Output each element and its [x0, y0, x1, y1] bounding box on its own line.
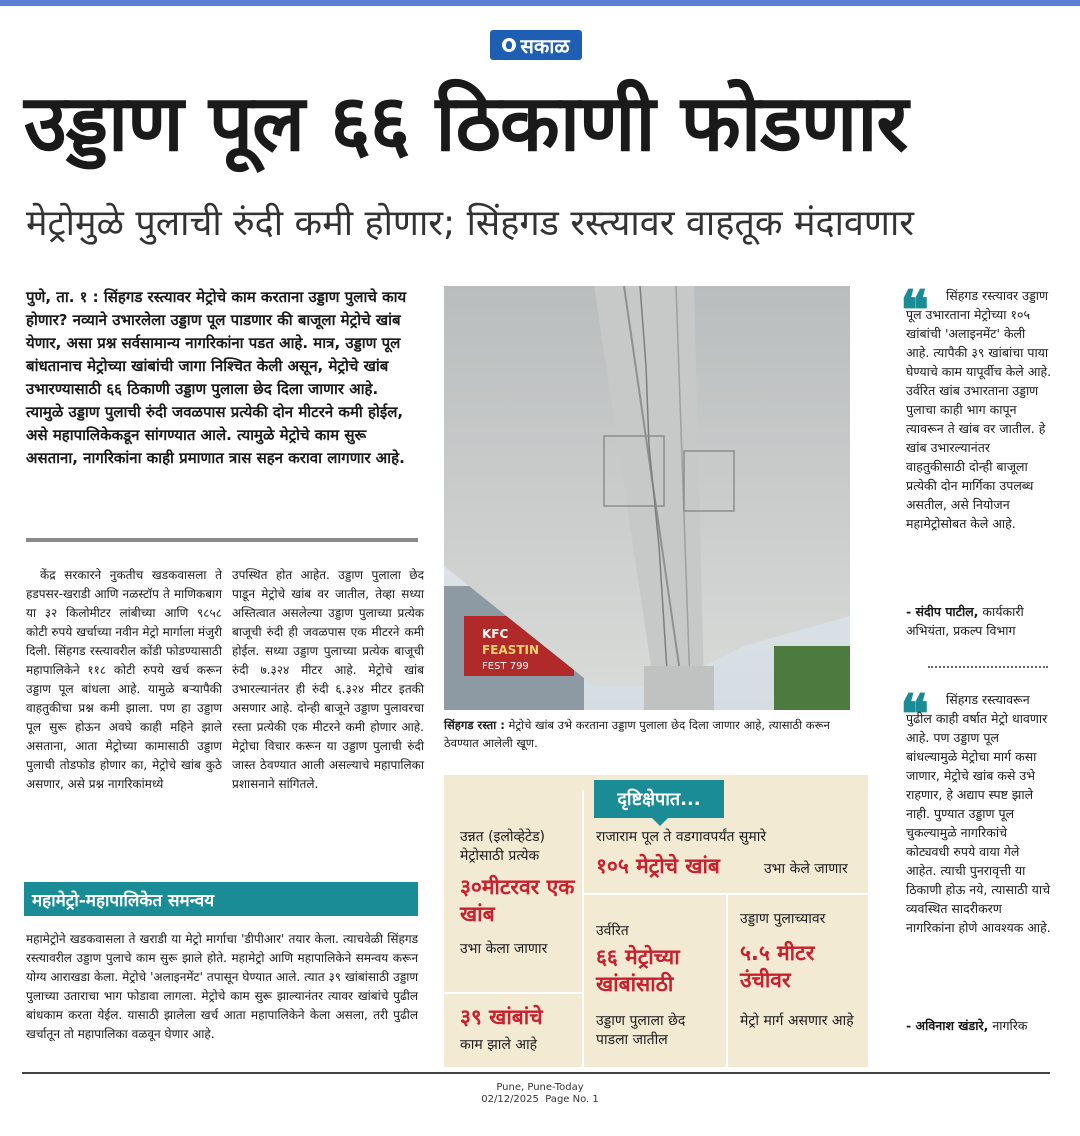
fact-3-highlight: १०५ मेट्रोचे खांब	[596, 854, 720, 878]
fact-1-highlight: ३०मीटरवर एक खांब	[460, 875, 575, 926]
quote-1-name: - संदीप पाटील,	[906, 604, 979, 619]
quote-2-text: सिंहगड रस्त्यावरून पुढील काही वर्षात मेट्रो धावणार आहे. पण उड्डाण पूल बांधल्यामुळे मेट्रोचा मार्ग कसा जाणार, मेट्रोचे खांब कसे उभे राहणार, हे अद्याप स्पष्ट झाले नाही. पुण्यात उड्डाण पूल चुकल्यामुळे नागरिकांचे कोट्यवधी रुपये वाया गेले आहेत. त्याची पुनरावृत्ती या ठिकाणी होऊ नये, त्यासाठी याचे व्यवस्थित सादरीकरण नागरिकांना होणे आवश्यक आहे.	[906, 692, 1051, 935]
sakal-logo-icon	[502, 38, 516, 52]
body-column-2: उपस्थित होत आहेत. उड्डाण पुलाला छेद पाडून मेट्रोचे खांब वर जातील, तेव्हा सध्या अस्तित्वात असलेल्या उड्डाण पुलाच्या प्रत्येक बाजूची रुंदी ही जवळपास एक मीटरने कमी होईल. सध्या उड्डाण पुलाच्या प्रत्येक बाजूची रुंदी ७.३२४ मीटर आहे. मेट्रोचे खांब उभारल्यानंतर ही रुंदी ६.३२४ मीटर इतकी असणार आहे. दोन्ही बाजूने उड्डाण पुलावरचा रस्ता प्रत्येकी एक मीटरने कमी होणार आहे. मेट्रोचा विचार करून या उड्डाण पुलाची रुंदी जास्त ठेवण्यात आली असल्याचे महापालिका प्रशासनाने सांगितले.	[232, 568, 424, 791]
lead-divider	[26, 538, 418, 542]
quote-2-role: नागरिक	[992, 1018, 1028, 1033]
subheadline: मेट्रोमुळे पुलाची रुंदी कमी होणार; सिंहगड रस्त्यावर वाहतूक मंदावणार	[26, 203, 915, 244]
fact-1-tail: उभा केला जाणार	[460, 941, 548, 957]
body-column-1: केंद्र सरकारने नुकतीच खडकवासला ते हडपसर-खराडी आणि नळस्टॉप ते माणिकबाग या ३२ किलोमीटर लांबीच्या आणि ९८५८ कोटी रुपये खर्चाच्या नवीन मेट्रो मार्गाला मंजुरी दिली. सिंहगड रस्त्यावरील कोंडी फोडण्यासाठी महापालिकेने ११८ कोटी रुपये खर्च करून उड्डाण पूल बांधला आहे. यामुळे बऱ्यापैकी वाहतुकीचा प्रश्न कमी झाला. पण हा उड्डाण पूल सुरू होऊन अवघे काही महिने झाले असताना, आता मेट्रोच्या कामासाठी उड्डाण पुलाची तोडफोड होणार का, मेट्रोचे खांब कुठे असणार, असे प्रश्न नागरिकांमध्ये	[26, 568, 222, 791]
quote-2-attribution	[906, 1016, 1056, 1035]
fact-5-highlight: ५.५ मीटर उंचीवर	[740, 941, 815, 992]
at-a-glance-title: दृष्टिक्षेपात...	[594, 780, 724, 818]
quote-mark-icon-2: ❝	[900, 682, 930, 746]
billboard-text-2: FEASTIN	[482, 643, 540, 657]
masthead-name: सकाळ	[520, 33, 570, 58]
section-body: महामेट्रोने खडकवासला ते खराडी या मेट्रो मार्गाचा 'डीपीआर' तयार केला. त्याचवेळी सिंहगड रस्त्यावरील उड्डाण पुलाचे काम सुरू झाले होते. महामेट्रो आणि महापालिकेने समन्वय करून योग्य आराखडा केला. मेट्रोचे 'अलाइनमेंट' तपासून घेण्यात आले. त्यात ३९ खांबांसाठी उड्डाण पुलाच्या उताराचा भाग फोडावा लागला. मेट्रोचे काम सुरू झाल्यानंतर त्यावर खांबांचे पुढील बांधकाम करता येईल. यासाठी झालेला खर्च आता महापालिकेने केला असला, तरी पुढील खर्चातून तो महापालिका वळवून घेणार आहे.	[26, 932, 418, 1041]
fact-1-text: उन्नत (इलोव्हेटेड) मेट्रोसाठी प्रत्येक	[460, 829, 546, 864]
billboard-text-3: FEST 799	[482, 661, 529, 672]
page-footer	[0, 1082, 1080, 1106]
quote-1-role: कार्यकारी अभियंता, प्रकल्प विभाग	[906, 604, 1024, 638]
footer-edition: Pune, Pune-Today	[496, 1082, 584, 1093]
fact-2-highlight: ३९ खांबांचे	[460, 1005, 543, 1029]
fact-5-tail: मेट्रो मार्ग असणार आहे	[740, 1013, 854, 1029]
fact-3-tail: उभा केले जाणार	[764, 861, 848, 877]
headline: उड्डाण पूल ६६ ठिकाणी फोडणार	[24, 79, 908, 169]
bottom-rule	[22, 1072, 1050, 1074]
section-heading: महामेट्रो-महापालिकेत समन्वय	[24, 882, 418, 916]
flyover-underside-illustration	[444, 286, 850, 710]
quote-mark-icon: ❝	[900, 278, 930, 342]
fact-4-text: उर्वरित	[596, 923, 629, 939]
quote-2-name: - अविनाश खंडारे,	[906, 1018, 989, 1033]
info-divider-v1	[582, 790, 584, 1067]
quote-1-text: सिंहगड रस्त्यावर उड्डाण पूल उभारताना मेट्रोच्या १०५ खांबांची 'अलाइनमेंट' केली आहे. त्यापैकी ३९ खांबांचा पाया घेण्याचे काम यापूर्वीच केले आहे. उर्वरित खांब उभारताना उड्डाण पुलाचा काही भाग कापून त्यावरून ते खांब वर जातील. हे खांब उभारल्यानंतर वाहतुकीसाठी दोन्ही बाजूला प्रत्येकी दोन मार्गिका उपलब्ध असतील, असे नियोजन महामेट्रोसोबत केले आहे.	[906, 288, 1052, 531]
caption-text: मेट्रोचे खांब उभे करताना उड्डाण पुलाला छेद दिला जाणार आहे, त्यासाठी करून ठेवण्यात आलेली खूण.	[444, 718, 830, 750]
quote-separator	[928, 666, 1048, 668]
info-divider-v2	[726, 893, 728, 1067]
top-accent-bar	[0, 0, 1080, 6]
quote-1-attribution	[906, 602, 1056, 640]
billboard-text-1: KFC	[482, 627, 509, 641]
masthead-logo	[490, 30, 582, 60]
fact-3-text: राजाराम पूल ते वडगावपर्यंत सुमारे	[596, 829, 767, 845]
flyover-photo	[444, 286, 850, 710]
fact-4-highlight: ६६ मेट्रोच्या खांबांसाठी	[596, 945, 680, 996]
fact-4-tail: उड्डाण पुलाला छेद पाडला जातील	[596, 1013, 686, 1048]
photo-caption	[444, 716, 850, 752]
fact-5-text: उड्डाण पुलाच्यावर	[740, 911, 826, 927]
caption-label: सिंहगड रस्ता :	[444, 718, 505, 732]
info-divider-h2	[444, 992, 582, 994]
fact-2-tail: काम झाले आहे	[460, 1037, 538, 1053]
footer-date-page: 02/12/2025 Page No. 1	[481, 1094, 599, 1105]
lead-paragraph: पुणे, ता. १ : सिंहगड रस्त्यावर मेट्रोचे काम करताना उड्डाण पुलाचे काय होणार? नव्याने उभारलेला उड्डाण पूल पाडणार की बाजूला मेट्रोचे खांब येणार, असा प्रश्न सर्वसामान्य नागरिकांना पडत आहे. मात्र, उड्डाण पूल बांधतानाच मेट्रोच्या खांबांची जागा निश्चित केली असून, मेट्रोचे खांब उभारण्यासाठी ६६ ठिकाणी उड्डाण पुलाला छेद दिला जाणार आहे. त्यामुळे उड्डाण पुलाची रुंदी जवळपास प्रत्येकी दोन मीटरने कमी होईल, असे महापालिकेकडून सांगण्यात आले. त्यामुळे मेट्रोचे काम सुरू असताना, नागरिकांना काही प्रमाणात त्रास सहन करावा लागणार आहे.	[26, 288, 407, 467]
